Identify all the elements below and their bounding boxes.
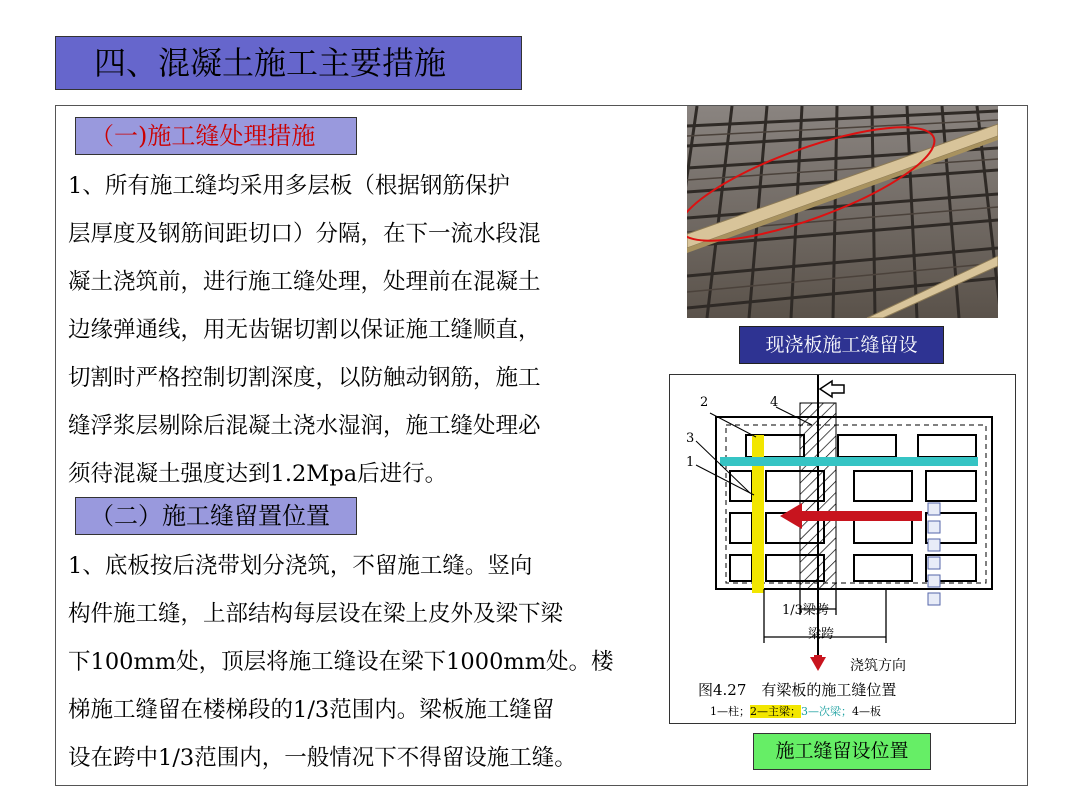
section1-heading: （一)施工缝处理措施 — [75, 117, 357, 155]
page-title: 四、混凝土施工主要措施 — [55, 36, 522, 90]
legend-column: 1—柱； — [710, 705, 750, 718]
section1-line: 层厚度及钢筋间距切口）分隔，在下一流水段混 — [68, 221, 541, 247]
span-label: 梁跨 — [808, 627, 835, 642]
section2-line: 梯施工缝留在楼梯段的1/3范围内。梁板施工缝留 — [68, 697, 555, 723]
diagram-label-4: 4 — [770, 395, 779, 410]
section1-line: 凝土浇筑前，进行施工缝处理，处理前在混凝土 — [68, 269, 541, 295]
section1-line: 缝浮浆层剔除后混凝土浇水湿润，施工缝处理必 — [68, 413, 541, 439]
section1-line: 边缘弹通线，用无齿锯切割以保证施工缝顺直， — [68, 317, 541, 343]
legend-main-beam: 2—主梁； — [750, 705, 801, 718]
diagram-label-1: 1 — [686, 455, 695, 470]
legend-secondary-beam: 3—次梁； — [801, 705, 852, 718]
section2-line: 下100mm处，顶层将施工缝设在梁下1000mm处。楼 — [68, 649, 614, 675]
pour-direction-label: 浇筑方向 — [850, 658, 906, 674]
section1-line: 须待混凝土强度达到1.2Mpa后进行。 — [68, 461, 448, 487]
section1-line: 切割时严格控制切割深度，以防触动钢筋，施工 — [68, 365, 541, 391]
section2-body — [68, 542, 614, 782]
section2-line: 1、底板按后浇带划分浇筑，不留施工缝。竖向 — [68, 553, 533, 579]
legend-slab: 4—板 — [852, 705, 881, 718]
figure-legend — [710, 703, 881, 719]
photo-caption: 现浇板施工缝留设 — [739, 326, 944, 364]
construction-joint-diagram — [669, 374, 1016, 724]
diagram-graphic — [670, 375, 1016, 724]
rebar-photo-graphic — [687, 106, 998, 318]
section2-line: 构件施工缝，上部结构每层设在梁上皮外及梁下梁 — [68, 601, 564, 627]
diagram-caption: 施工缝留设位置 — [753, 733, 931, 770]
figure-title: 图4.27 有梁板的施工缝位置 — [698, 681, 897, 699]
section2-line: 设在跨中1/3范围内，一般情况下不得留设施工缝。 — [68, 745, 577, 771]
diagram-label-2: 2 — [700, 395, 709, 410]
span-third-label: 1/3梁跨 — [782, 603, 829, 618]
section1-body — [68, 162, 541, 498]
diagram-label-3: 3 — [686, 431, 695, 446]
rebar-construction-joint-photo — [687, 106, 998, 318]
section2-heading: （二）施工缝留置位置 — [75, 497, 357, 535]
section1-line: 1、所有施工缝均采用多层板（根据钢筋保护 — [68, 173, 510, 199]
